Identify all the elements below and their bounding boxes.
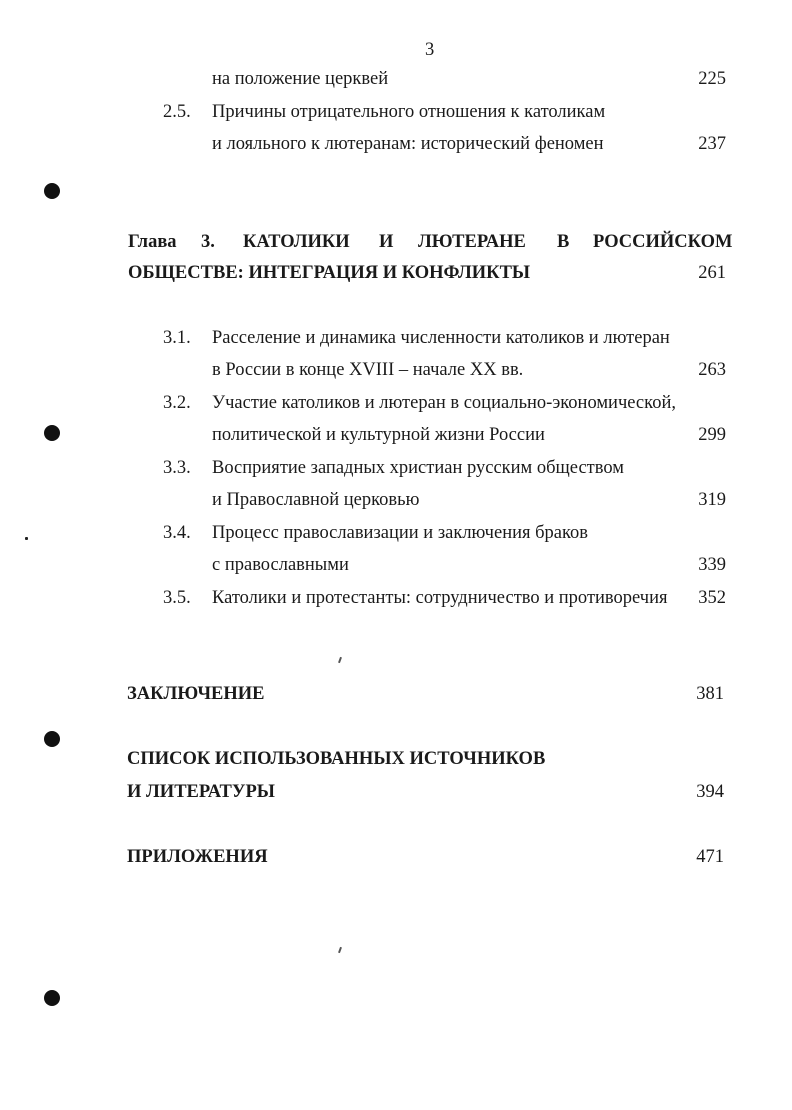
chapter-title-word: В <box>557 232 570 252</box>
binder-hole <box>44 731 60 747</box>
toc-section-title: Католики и протестанты: сотрудничество и противоречия <box>212 588 668 608</box>
conclusion-heading: ЗАКЛЮЧЕНИЕ <box>127 684 265 704</box>
toc-section-title-cont: с православными <box>212 555 349 575</box>
toc-entry-continuation: на положение церквей <box>212 69 389 89</box>
binder-hole <box>44 183 60 199</box>
toc-page-299: 299 <box>698 425 726 445</box>
toc-page-237: 237 <box>698 134 726 154</box>
toc-section-title-cont: и Православной церковью <box>212 490 420 510</box>
toc-page-394: 394 <box>696 782 724 802</box>
toc-section-number: 3.3. <box>163 458 191 478</box>
sources-heading: СПИСОК ИСПОЛЬЗОВАННЫХ ИСТОЧНИКОВ <box>127 749 546 769</box>
chapter-title-word: РОССИЙСКОМ <box>593 232 733 252</box>
toc-page-263: 263 <box>698 360 726 380</box>
toc-section-title: Причины отрицательного отношения к католикам <box>212 102 606 122</box>
toc-section-title-cont: и лояльного к лютеранам: исторический феномен <box>212 134 604 154</box>
chapter-number: 3. <box>201 232 215 252</box>
toc-section-title: Расселение и динамика численности католиков и лютеран <box>212 328 670 348</box>
toc-section-title-cont: политической и культурной жизни России <box>212 425 545 445</box>
toc-section-number: 3.2. <box>163 393 191 413</box>
toc-page-381: 381 <box>696 684 724 704</box>
toc-section-title-cont: в России в конце XVIII – начале XX вв. <box>212 360 524 380</box>
binder-hole <box>44 990 60 1006</box>
chapter-label: Глава <box>128 232 177 252</box>
chapter-title-word: КАТОЛИКИ <box>243 232 350 252</box>
toc-page-225: 225 <box>698 69 726 89</box>
toc-page-319: 319 <box>698 490 726 510</box>
page-number: 3 <box>425 40 435 60</box>
toc-section-number: 3.5. <box>163 588 191 608</box>
toc-page-352: 352 <box>698 588 726 608</box>
toc-page-471: 471 <box>696 847 724 867</box>
scan-mark <box>338 657 342 663</box>
sources-heading-cont: И ЛИТЕРАТУРЫ <box>127 782 275 802</box>
toc-page-261: 261 <box>698 263 726 283</box>
toc-section-title: Участие католиков и лютеран в социально-экономической, <box>212 393 676 413</box>
chapter-title-word: ЛЮТЕРАНЕ <box>418 232 526 252</box>
toc-section-title: Процесс православизации и заключения браков <box>212 523 589 543</box>
appendix-heading: ПРИЛОЖЕНИЯ <box>127 847 268 867</box>
toc-page-339: 339 <box>698 555 726 575</box>
scan-mark <box>338 947 342 953</box>
binder-hole <box>44 425 60 441</box>
toc-section-number: 2.5. <box>163 102 191 122</box>
chapter-title-line2: ОБЩЕСТВЕ: ИНТЕГРАЦИЯ И КОНФЛИКТЫ <box>128 263 531 283</box>
chapter-title-word: И <box>379 232 394 252</box>
toc-section-number: 3.1. <box>163 328 191 348</box>
scan-speck <box>25 537 28 540</box>
toc-section-number: 3.4. <box>163 523 191 543</box>
toc-section-title: Восприятие западных христиан русским обществом <box>212 458 624 478</box>
